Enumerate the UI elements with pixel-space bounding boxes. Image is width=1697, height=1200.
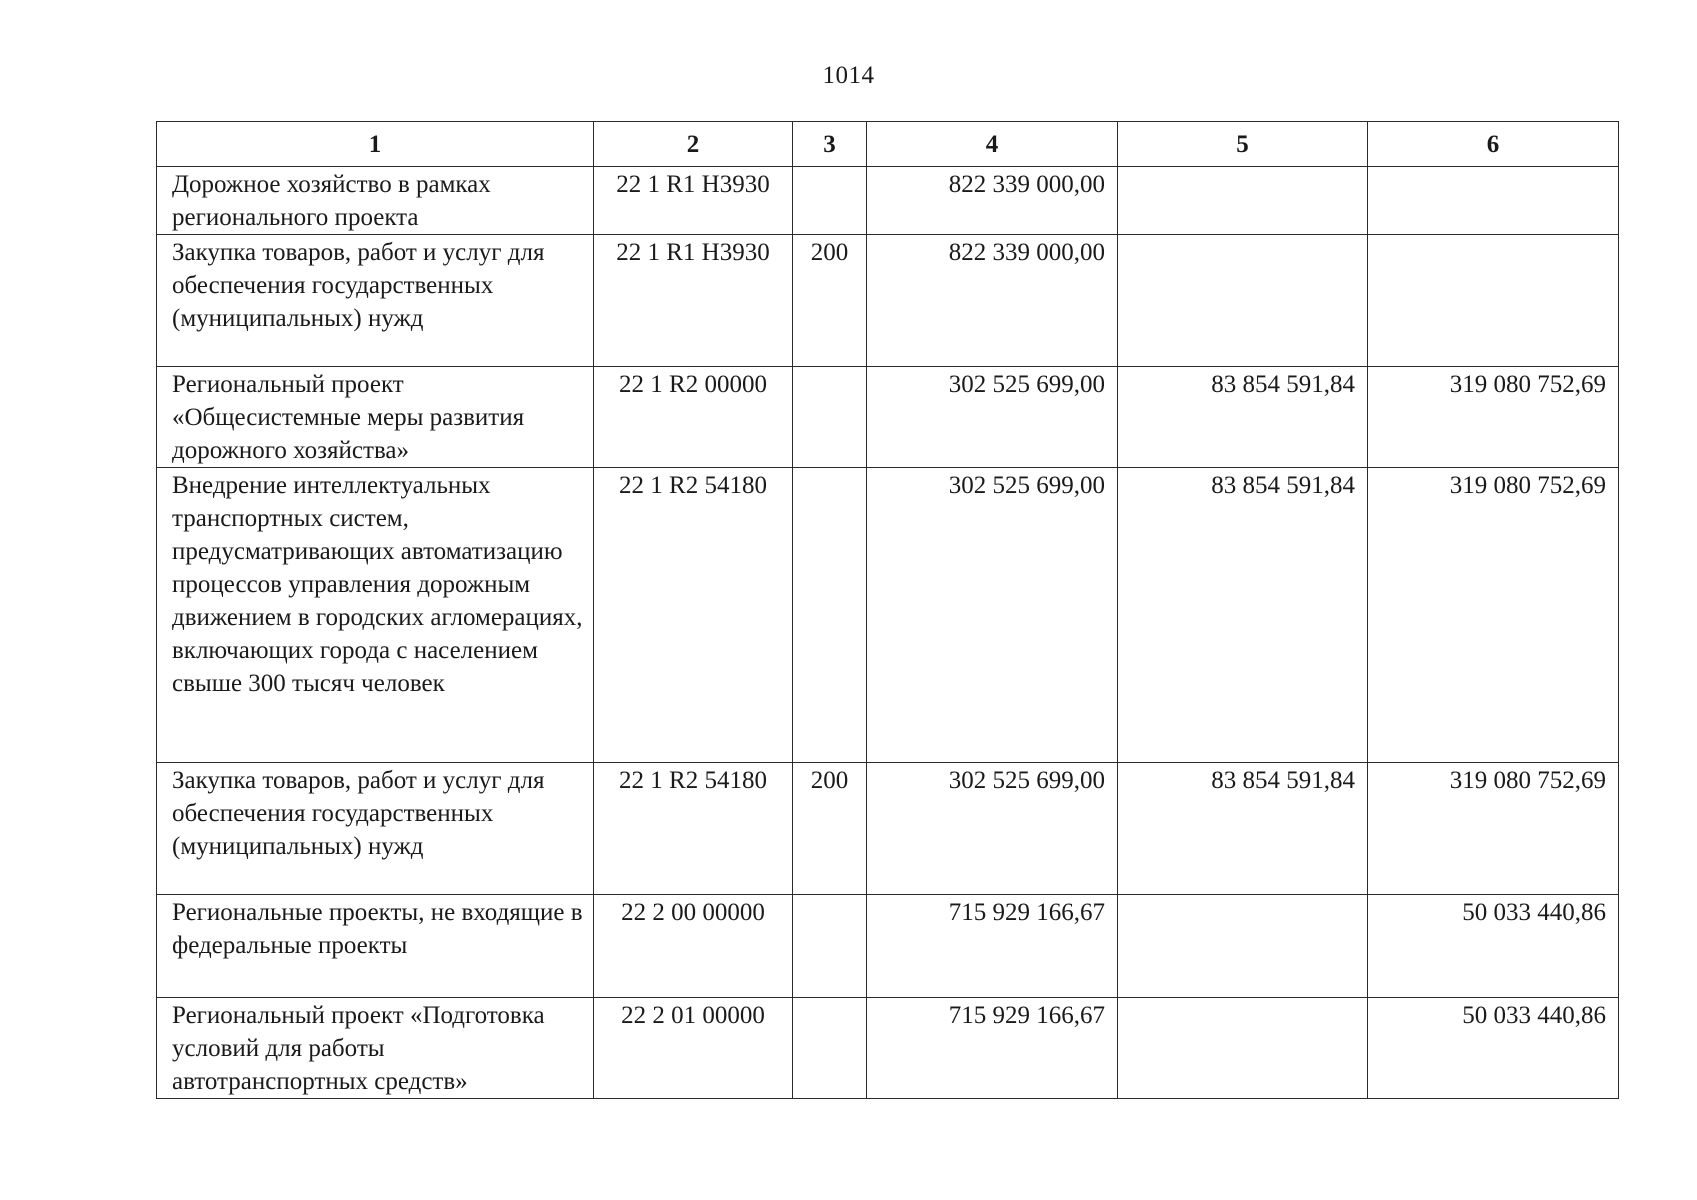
column-header-5: 5: [1118, 122, 1368, 167]
column-header-3: 3: [793, 122, 867, 167]
column-header-2: 2: [594, 122, 793, 167]
row-type: [793, 895, 867, 998]
table-body: [157, 167, 1619, 1099]
row-col6: 319 080 752,69: [1368, 468, 1619, 763]
row-col5: 83 854 591,84: [1118, 468, 1368, 763]
row-type: 200: [793, 235, 867, 367]
header-row: [157, 122, 1619, 167]
row-col5: 83 854 591,84: [1118, 367, 1368, 468]
row-col4: 715 929 166,67: [867, 895, 1118, 998]
column-header-4: 4: [867, 122, 1118, 167]
row-code: 22 1 R2 54180: [594, 763, 793, 895]
column-header-1: 1: [157, 122, 594, 167]
row-code: 22 1 R1 Н3930: [594, 167, 793, 235]
row-name: Региональный проект «Общесистемные меры развития дорожного хозяйства»: [157, 367, 594, 468]
table-row: [157, 235, 1619, 367]
row-col5: 83 854 591,84: [1118, 763, 1368, 895]
row-col4: 822 339 000,00: [867, 167, 1118, 235]
table-row: [157, 763, 1619, 895]
row-type: 200: [793, 763, 867, 895]
row-col4: 302 525 699,00: [867, 367, 1118, 468]
table-row: [157, 367, 1619, 468]
table-header: [157, 122, 1619, 167]
row-col4: 822 339 000,00: [867, 235, 1118, 367]
row-type: [793, 367, 867, 468]
row-col6: 50 033 440,86: [1368, 895, 1619, 998]
row-type: [793, 468, 867, 763]
row-col5: [1118, 167, 1368, 235]
row-type: [793, 167, 867, 235]
row-code: 22 1 R2 54180: [594, 468, 793, 763]
row-code: 22 1 R2 00000: [594, 367, 793, 468]
row-code: 22 1 R1 Н3930: [594, 235, 793, 367]
row-col5: [1118, 235, 1368, 367]
row-col4: 302 525 699,00: [867, 468, 1118, 763]
row-name: Дорожное хозяйство в рамках регионального проекта: [157, 167, 594, 235]
row-col6: [1368, 235, 1619, 367]
row-col4: 715 929 166,67: [867, 998, 1118, 1099]
row-code: 22 2 01 00000: [594, 998, 793, 1099]
row-name: Закупка товаров, работ и услуг для обеспечения государственных (муниципальных) нужд: [157, 763, 594, 895]
page-number: 1014: [822, 62, 875, 89]
row-name: Закупка товаров, работ и услуг для обеспечения государственных (муниципальных) нужд: [157, 235, 594, 367]
row-name: Внедрение интеллектуальных транспортных систем, предусматривающих автоматизацию процессов управления дорожным движением в городских агломерациях, включающих города с населением свыше 300 тысяч человек: [157, 468, 594, 763]
row-col4: 302 525 699,00: [867, 763, 1118, 895]
row-col6: [1368, 167, 1619, 235]
row-col6: 50 033 440,86: [1368, 998, 1619, 1099]
row-col6: 319 080 752,69: [1368, 763, 1619, 895]
row-code: 22 2 00 00000: [594, 895, 793, 998]
budget-table: [156, 121, 1619, 1099]
row-name: Региональные проекты, не входящие в федеральные проекты: [157, 895, 594, 998]
table-row: [157, 167, 1619, 235]
row-col6: 319 080 752,69: [1368, 367, 1619, 468]
table-row: [157, 998, 1619, 1099]
row-col5: [1118, 895, 1368, 998]
row-name: Региональный проект «Подготовка условий для работы автотранспортных средств»: [157, 998, 594, 1099]
row-col5: [1118, 998, 1368, 1099]
row-type: [793, 998, 867, 1099]
table-row: [157, 895, 1619, 998]
column-header-6: 6: [1368, 122, 1619, 167]
table-row: [157, 468, 1619, 763]
